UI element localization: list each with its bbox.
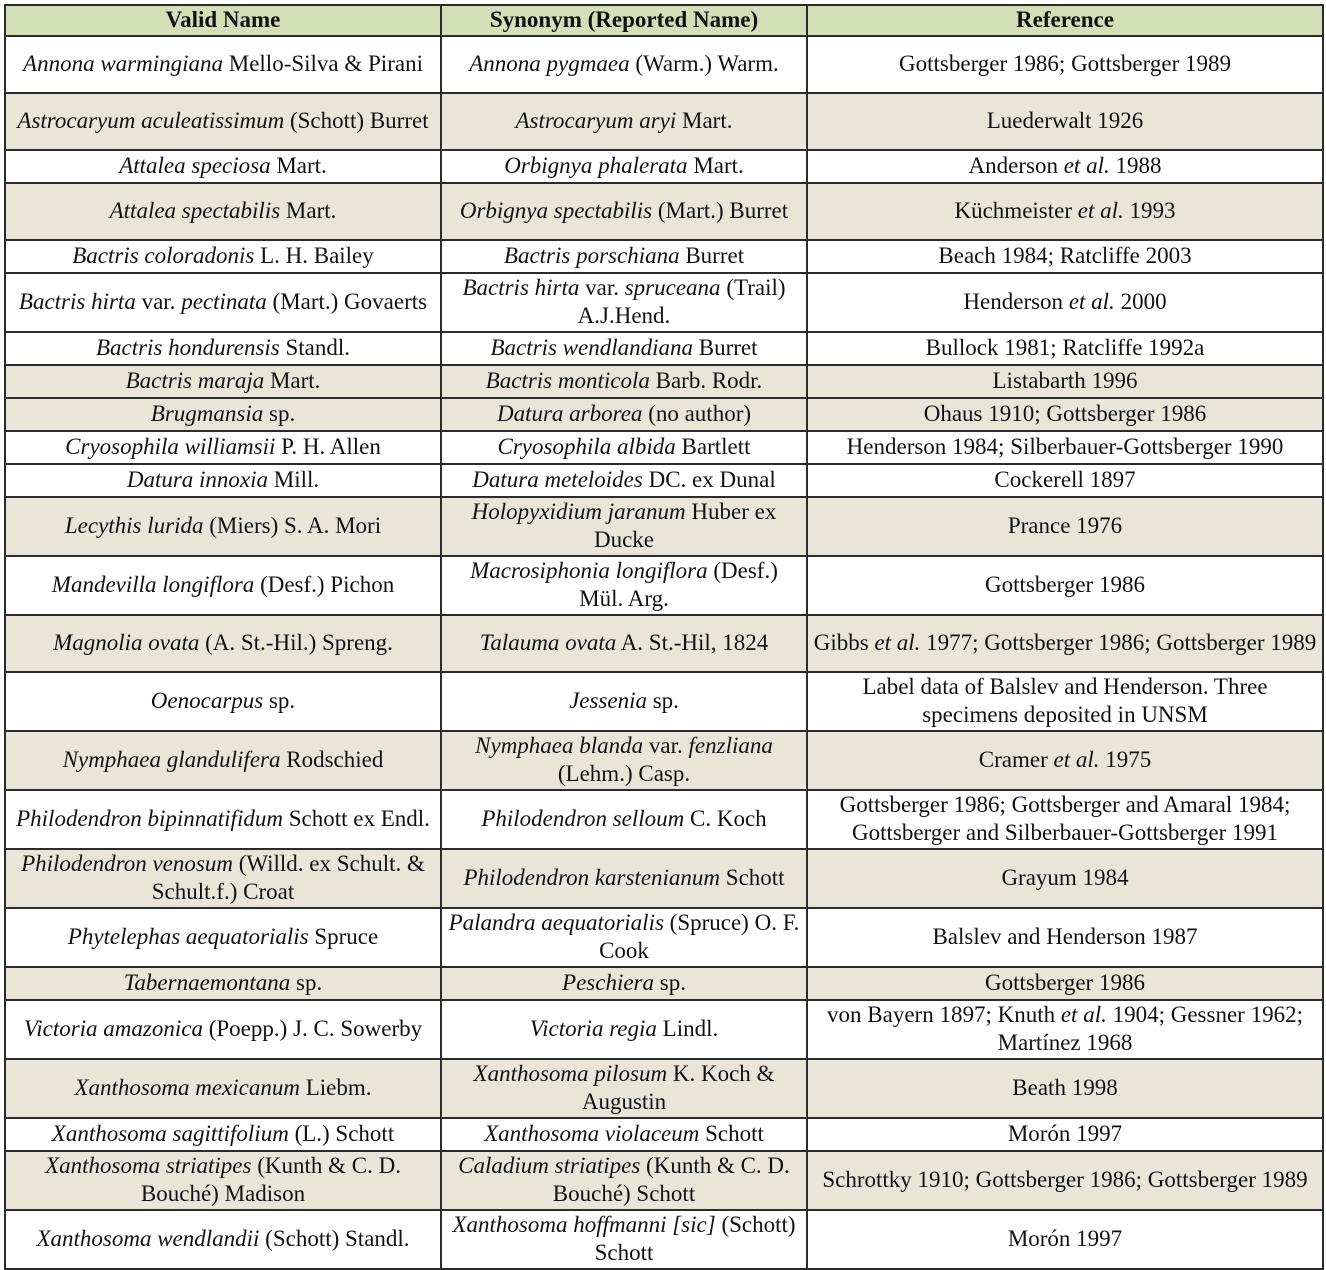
cell-text: Grayum 1984 <box>1001 864 1129 890</box>
italic-text: et al. <box>1053 746 1100 772</box>
table-row <box>5 398 1323 431</box>
italic-text: Cryosophila williamsii <box>65 433 276 459</box>
cell-text: Küchmeister <box>954 197 1078 223</box>
italic-text: Oenocarpus <box>150 687 264 713</box>
italic-text: Mandevilla longiflora <box>51 571 255 597</box>
cell-text: (Spruce) O. F. Cook <box>599 909 800 963</box>
italic-text: Nymphaea blanda <box>475 732 644 758</box>
reference-cell <box>807 183 1323 240</box>
italic-text: Tabernaemontana <box>123 969 291 995</box>
table-row <box>5 1210 1323 1269</box>
cell-text: Morón 1997 <box>1007 1225 1123 1251</box>
cell-text: (Desf.) Pichon <box>254 571 395 597</box>
reference-cell <box>807 1000 1323 1059</box>
italic-text: Victoria amazonica <box>23 1015 203 1041</box>
reference-cell <box>807 790 1323 849</box>
cell-text: Gibbs <box>813 629 875 655</box>
cell-text: (Miers) S. A. Mori <box>203 512 382 538</box>
table-row <box>5 1118 1323 1151</box>
valid-name-cell <box>5 615 441 672</box>
italic-text: Jessenia <box>569 687 647 713</box>
cell-text: var. <box>135 288 182 314</box>
cell-text: (A. St.-Hil.) Spreng. <box>199 629 393 655</box>
cell-text: (Willd. ex Schult. & Schult.f.) Croat <box>151 850 425 904</box>
italic-text: Attalea speciosa <box>119 152 271 178</box>
italic-text: Datura arborea <box>496 400 643 426</box>
table-header <box>5 5 1323 36</box>
table-row <box>5 464 1323 497</box>
cell-text: (Kunth & C. D. Bouché) Schott <box>552 1152 790 1206</box>
table-row <box>5 431 1323 464</box>
italic-text: Phytelephas aequatorialis <box>67 923 309 949</box>
cell-text: Schott ex Endl. <box>282 805 430 831</box>
italic-text: et al. <box>1077 197 1124 223</box>
table-row <box>5 790 1323 849</box>
reference-cell <box>807 1151 1323 1210</box>
valid-name-cell <box>5 1151 441 1210</box>
reference-cell <box>807 273 1323 332</box>
synonym-cell <box>441 93 807 150</box>
cell-text: (Lehm.) Casp. <box>557 761 691 786</box>
italic-text: et al. <box>1060 1001 1107 1027</box>
cell-text: Lindl. <box>656 1015 719 1041</box>
cell-text: Gottsberger 1986 <box>985 969 1145 995</box>
reference-cell <box>807 240 1323 273</box>
table-row <box>5 36 1323 93</box>
valid-name-cell <box>5 431 441 464</box>
valid-name-cell <box>5 672 441 731</box>
valid-name-cell <box>5 1210 441 1269</box>
cell-text: (Desf.) Mül. Arg. <box>579 557 778 611</box>
reference-cell <box>807 1210 1323 1269</box>
italic-text: Astrocaryum aculeatissimum <box>17 107 285 133</box>
cell-text: sp. <box>646 687 679 713</box>
reference-cell <box>807 93 1323 150</box>
cell-text: (no author) <box>642 400 752 426</box>
cell-text: Burret <box>693 334 758 360</box>
italic-text: Datura innoxia <box>126 466 269 492</box>
valid-name-cell <box>5 790 441 849</box>
cell-text: P. H. Allen <box>275 433 381 459</box>
table-row <box>5 150 1323 183</box>
cell-text: sp. <box>290 969 323 995</box>
valid-name-cell <box>5 1059 441 1118</box>
table-row <box>5 1000 1323 1059</box>
reference-cell <box>807 36 1323 93</box>
cell-text: Bullock 1981; Ratcliffe 1992a <box>925 334 1205 360</box>
cell-text: (L.) Schott <box>288 1120 395 1146</box>
synonym-cell <box>441 790 807 849</box>
synonym-cell <box>441 672 807 731</box>
valid-name-cell <box>5 365 441 398</box>
cell-text: Standl. <box>279 334 351 360</box>
cell-text: var. <box>579 274 625 300</box>
cell-text: Mart. <box>270 152 327 178</box>
cell-text: (Warm.) Warm. <box>629 50 779 76</box>
cell-text: Henderson <box>963 288 1069 314</box>
italic-text: Philodendron selloum <box>481 805 685 831</box>
cell-text: Cramer <box>978 746 1054 772</box>
italic-text: Xanthosoma hoffmanni [sic] <box>452 1211 716 1237</box>
valid-name-cell <box>5 150 441 183</box>
table-row <box>5 273 1323 332</box>
valid-name-cell <box>5 273 441 332</box>
synonym-cell <box>441 398 807 431</box>
cell-text: Bartlett <box>675 433 751 459</box>
cell-text: Liebm. <box>299 1074 372 1100</box>
cell-text: 1977; Gottsberger 1986; Gottsberger 1989 <box>920 629 1317 655</box>
cell-text: Mello-Silva & Pirani <box>223 50 423 76</box>
table-row <box>5 731 1323 790</box>
valid-name-cell <box>5 1118 441 1151</box>
italic-text: Xanthosoma pilosum <box>473 1060 668 1086</box>
cell-text: Henderson 1984; Silberbauer-Gottsberger 1990 <box>846 433 1284 459</box>
synonym-cell <box>441 731 807 790</box>
italic-text: Nymphaea glandulifera <box>62 746 281 772</box>
table-row <box>5 908 1323 967</box>
italic-text: Cryosophila albida <box>497 433 676 459</box>
italic-text: Peschiera <box>562 969 654 995</box>
header-reference: Reference <box>807 5 1323 36</box>
synonym-cell <box>441 967 807 1000</box>
table-row <box>5 240 1323 273</box>
cell-text: Mart. <box>264 367 321 393</box>
reference-cell <box>807 556 1323 615</box>
synonym-cell <box>441 332 807 365</box>
cell-text: von Bayern 1897; Knuth <box>827 1001 1061 1027</box>
italic-text: spruceana <box>624 274 721 300</box>
synonym-cell <box>441 1059 807 1118</box>
synonym-cell <box>441 1151 807 1210</box>
reference-cell <box>807 672 1323 731</box>
italic-text: Xanthosoma violaceum <box>484 1120 700 1146</box>
cell-text: sp. <box>263 687 296 713</box>
cell-text: A. St.-Hil, 1824 <box>616 629 769 655</box>
reference-cell <box>807 464 1323 497</box>
cell-text: Schott <box>699 1120 764 1146</box>
cell-text: var. <box>643 732 689 758</box>
italic-text: et al. <box>1063 152 1110 178</box>
cell-text: K. Koch & Augustin <box>581 1060 775 1114</box>
italic-text: pectinata <box>181 288 267 314</box>
synonym-cell <box>441 464 807 497</box>
italic-text: Victoria regia <box>529 1015 657 1041</box>
cell-text: (Mart.) Govaerts <box>266 288 428 314</box>
reference-cell <box>807 1118 1323 1151</box>
italic-text: Annona warmingiana <box>23 50 223 76</box>
valid-name-cell <box>5 93 441 150</box>
italic-text: Xanthosoma striatipes <box>45 1152 252 1178</box>
italic-text: Orbignya phalerata <box>504 152 688 178</box>
italic-text: Bactris coloradonis <box>72 242 255 268</box>
synonym-table <box>4 4 1324 1270</box>
reference-cell <box>807 150 1323 183</box>
cell-text: (Mart.) Burret <box>652 197 789 223</box>
reference-cell <box>807 967 1323 1000</box>
cell-text: Anderson <box>968 152 1064 178</box>
cell-text: Rodschied <box>280 746 384 772</box>
cell-text: Morón 1997 <box>1007 1120 1123 1146</box>
synonym-cell <box>441 849 807 908</box>
cell-text: Huber ex Ducke <box>593 498 777 552</box>
synonym-cell <box>441 908 807 967</box>
cell-text: Prance 1976 <box>1007 512 1123 538</box>
cell-text: Balslev and Henderson 1987 <box>932 923 1198 949</box>
italic-text: Astrocaryum aryi <box>515 107 677 133</box>
italic-text: Macrosiphonia longiflora <box>470 557 708 583</box>
italic-text: et al. <box>1068 288 1115 314</box>
cell-text: Mill. <box>268 466 320 492</box>
valid-name-cell <box>5 240 441 273</box>
cell-text: Mart. <box>280 197 337 223</box>
italic-text: Annona pygmaea <box>469 50 630 76</box>
table-row <box>5 556 1323 615</box>
reference-cell <box>807 365 1323 398</box>
synonym-cell <box>441 431 807 464</box>
synonym-cell <box>441 1118 807 1151</box>
synonym-cell <box>441 556 807 615</box>
italic-text: Brugmansia <box>150 400 264 426</box>
italic-text: Caladium striatipes <box>458 1152 641 1178</box>
cell-text: 1988 <box>1109 152 1162 178</box>
italic-text: Palandra aequatorialis <box>448 909 664 935</box>
cell-text: Mart. <box>676 107 733 133</box>
reference-cell <box>807 908 1323 967</box>
italic-text: Lecythis lurida <box>64 512 204 538</box>
reference-cell <box>807 1059 1323 1118</box>
synonym-cell <box>441 183 807 240</box>
italic-text: Philodendron bipinnatifidum <box>16 805 283 831</box>
table-row <box>5 93 1323 150</box>
italic-text: Xanthosoma mexicanum <box>74 1074 300 1100</box>
cell-text: (Schott) Schott <box>594 1211 796 1265</box>
synonym-cell <box>441 615 807 672</box>
italic-text: Bactris hondurensis <box>95 334 280 360</box>
table-row <box>5 497 1323 556</box>
table-row <box>5 615 1323 672</box>
italic-text: Bactris maraja <box>125 367 265 393</box>
valid-name-cell <box>5 36 441 93</box>
valid-name-cell <box>5 497 441 556</box>
valid-name-cell <box>5 464 441 497</box>
italic-text: Bactris hirta <box>18 288 136 314</box>
table-row <box>5 183 1323 240</box>
italic-text: Bactris hirta <box>462 274 580 300</box>
valid-name-cell <box>5 731 441 790</box>
italic-text: Bactris porschiana <box>503 242 680 268</box>
valid-name-cell <box>5 1000 441 1059</box>
cell-text: Mart. <box>687 152 744 178</box>
valid-name-cell <box>5 332 441 365</box>
cell-text: 2000 <box>1114 288 1167 314</box>
cell-text: Gottsberger 1986; Gottsberger and Amaral 1984; Gottsberger and Silberbauer-Gottsberger 1991 <box>839 791 1291 845</box>
valid-name-cell <box>5 556 441 615</box>
italic-text: Philodendron venosum <box>21 850 233 876</box>
cell-text: Gottsberger 1986; Gottsberger 1989 <box>899 50 1231 76</box>
table-row <box>5 1059 1323 1118</box>
cell-text: Beach 1984; Ratcliffe 2003 <box>938 242 1192 268</box>
reference-cell <box>807 615 1323 672</box>
valid-name-cell <box>5 398 441 431</box>
header-valid-name: Valid Name <box>5 5 441 36</box>
synonym-cell <box>441 36 807 93</box>
cell-text: 1975 <box>1099 746 1152 772</box>
cell-text: (Schott) Standl. <box>259 1225 410 1251</box>
table-row <box>5 332 1323 365</box>
table-row <box>5 967 1323 1000</box>
synonym-cell <box>441 1210 807 1269</box>
header-row <box>5 5 1323 36</box>
reference-cell <box>807 731 1323 790</box>
reference-cell <box>807 332 1323 365</box>
cell-text: 1904; Gessner 1962; Martínez 1968 <box>997 1001 1303 1055</box>
synonym-cell <box>441 365 807 398</box>
cell-text: Burret <box>679 242 745 268</box>
cell-text: Luederwalt 1926 <box>986 107 1144 133</box>
italic-text: Xanthosoma sagittifolium <box>51 1120 289 1146</box>
cell-text: C. Koch <box>684 805 767 831</box>
reference-cell <box>807 431 1323 464</box>
synonym-cell <box>441 273 807 332</box>
cell-text: (Schott) Burret <box>284 107 429 133</box>
cell-text: Spruce <box>308 923 379 949</box>
italic-text: Philodendron karstenianum <box>463 864 721 890</box>
reference-cell <box>807 398 1323 431</box>
cell-text: L. H. Bailey <box>254 242 374 268</box>
valid-name-cell <box>5 967 441 1000</box>
table-row <box>5 1151 1323 1210</box>
italic-text: Magnolia ovata <box>53 629 200 655</box>
italic-text: Bactris monticola <box>485 367 650 393</box>
cell-text: (Trail) A.J.Hend. <box>577 274 786 328</box>
cell-text: Barb. Rodr. <box>649 367 763 393</box>
cell-text: Label data of Balslev and Henderson. Three specimens deposited in UNSM <box>862 673 1268 727</box>
cell-text: sp. <box>654 969 686 995</box>
italic-text: Talauma ovata <box>479 629 617 655</box>
cell-text: Ohaus 1910; Gottsberger 1986 <box>923 400 1207 426</box>
header-synonym: Synonym (Reported Name) <box>441 5 807 36</box>
synonym-cell <box>441 497 807 556</box>
cell-text: 1993 <box>1123 197 1176 223</box>
table-row <box>5 849 1323 908</box>
cell-text: Gottsberger 1986 <box>985 571 1145 597</box>
table-row <box>5 672 1323 731</box>
cell-text: sp. <box>263 400 296 426</box>
table-row <box>5 365 1323 398</box>
valid-name-cell <box>5 849 441 908</box>
italic-text: fenzliana <box>688 732 773 758</box>
italic-text: Holopyxidium jaranum <box>471 498 686 524</box>
cell-text: Schott <box>720 864 785 890</box>
synonym-cell <box>441 240 807 273</box>
cell-text: Beath 1998 <box>1012 1074 1118 1100</box>
italic-text: Orbignya spectabilis <box>459 197 653 223</box>
cell-text: Cockerell 1897 <box>994 466 1136 492</box>
valid-name-cell <box>5 908 441 967</box>
synonym-cell <box>441 150 807 183</box>
italic-text: Datura meteloides <box>472 466 643 492</box>
reference-cell <box>807 849 1323 908</box>
cell-text: (Poepp.) J. C. Sowerby <box>202 1015 423 1041</box>
italic-text: Xanthosoma wendlandii <box>36 1225 260 1251</box>
valid-name-cell <box>5 183 441 240</box>
cell-text: DC. ex Dunal <box>642 466 776 492</box>
cell-text: Schrottky 1910; Gottsberger 1986; Gottsberger 1989 <box>822 1166 1308 1192</box>
italic-text: Attalea spectabilis <box>109 197 281 223</box>
italic-text: et al. <box>874 629 921 655</box>
italic-text: Bactris wendlandiana <box>490 334 693 360</box>
reference-cell <box>807 497 1323 556</box>
table-body <box>5 36 1323 1269</box>
synonym-cell <box>441 1000 807 1059</box>
cell-text: Listabarth 1996 <box>992 367 1138 393</box>
cell-text: (Kunth & C. D. Bouché) Madison <box>140 1152 401 1206</box>
